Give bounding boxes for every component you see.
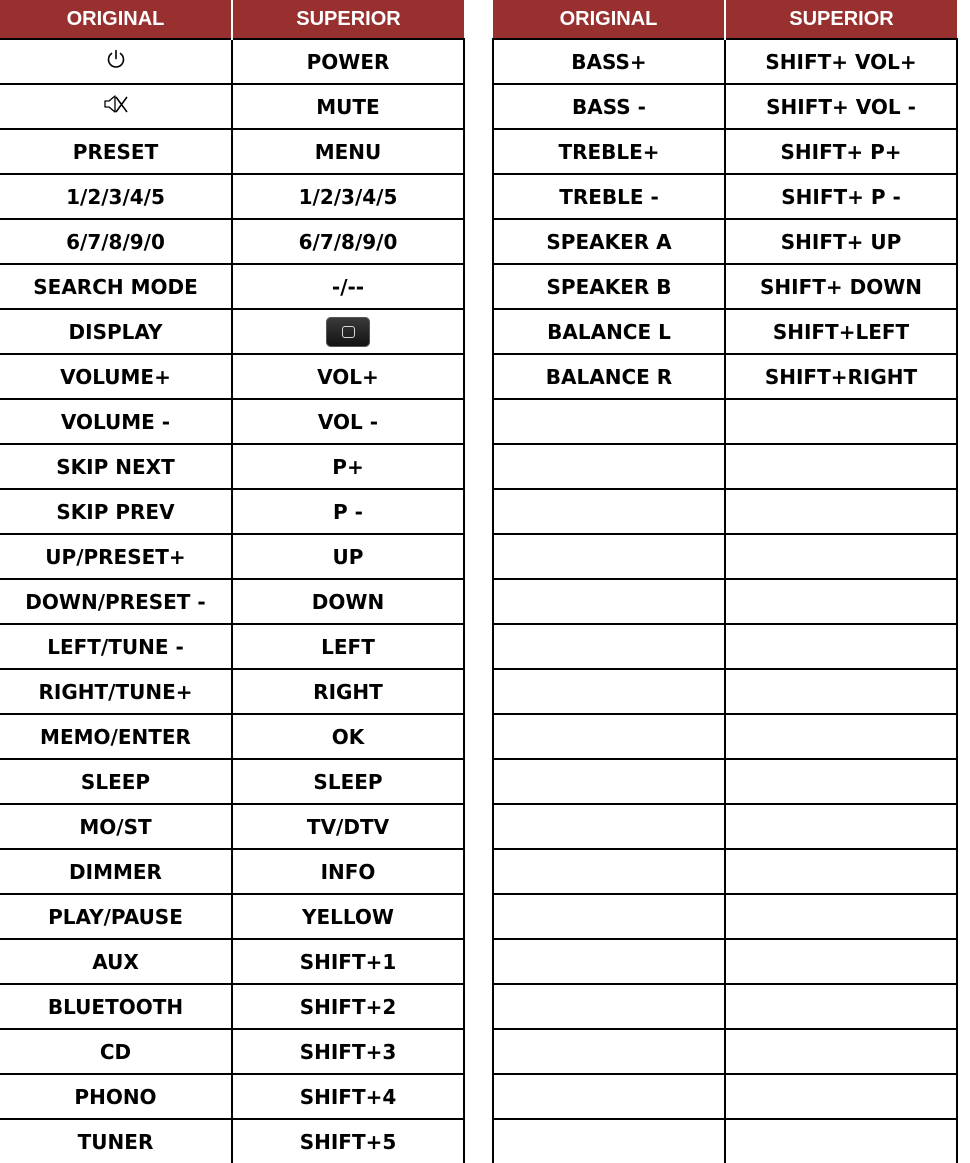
- original-cell: VOLUME+: [0, 354, 232, 399]
- superior-cell: [725, 534, 957, 579]
- table-row: [0, 669, 464, 714]
- original-cell: DISPLAY: [0, 309, 232, 354]
- original-cell: SLEEP: [0, 759, 232, 804]
- original-cell: PRESET: [0, 129, 232, 174]
- table-row: [0, 129, 464, 174]
- table-row: [493, 1119, 957, 1163]
- superior-cell: P+: [232, 444, 464, 489]
- original-cell: [493, 489, 725, 534]
- superior-cell: [725, 669, 957, 714]
- original-cell: BALANCE L: [493, 309, 725, 354]
- original-cell: SPEAKER A: [493, 219, 725, 264]
- table-row: [0, 1029, 464, 1074]
- table-row: [0, 264, 464, 309]
- original-cell: SKIP NEXT: [0, 444, 232, 489]
- table-row: [493, 174, 957, 219]
- superior-cell: [725, 984, 957, 1029]
- original-cell: BLUETOOTH: [0, 984, 232, 1029]
- original-cell: TREBLE+: [493, 129, 725, 174]
- table-row: [493, 354, 957, 399]
- mute-icon: [102, 93, 130, 115]
- table-row: [0, 534, 464, 579]
- original-cell: VOLUME -: [0, 399, 232, 444]
- table-row: [0, 849, 464, 894]
- superior-cell: VOL -: [232, 399, 464, 444]
- ok-button-icon: [326, 317, 370, 347]
- original-cell: UP/PRESET+: [0, 534, 232, 579]
- superior-cell: OK: [232, 714, 464, 759]
- table-row: [0, 624, 464, 669]
- superior-cell: [725, 849, 957, 894]
- table-row: [493, 444, 957, 489]
- superior-cell: SHIFT+5: [232, 1119, 464, 1163]
- superior-cell: 1/2/3/4/5: [232, 174, 464, 219]
- superior-cell: SHIFT+ VOL+: [725, 39, 957, 84]
- header-superior: SUPERIOR: [725, 0, 957, 39]
- table-row: [493, 849, 957, 894]
- table-row: [493, 579, 957, 624]
- superior-cell: P -: [232, 489, 464, 534]
- table-row: [493, 309, 957, 354]
- superior-cell: INFO: [232, 849, 464, 894]
- header-original: ORIGINAL: [0, 0, 232, 39]
- superior-cell: SLEEP: [232, 759, 464, 804]
- original-cell: DOWN/PRESET -: [0, 579, 232, 624]
- header-row: [0, 0, 464, 39]
- table-row: [493, 669, 957, 714]
- original-cell: PHONO: [0, 1074, 232, 1119]
- superior-cell: [725, 714, 957, 759]
- superior-cell: VOL+: [232, 354, 464, 399]
- superior-cell: DOWN: [232, 579, 464, 624]
- original-cell: DIMMER: [0, 849, 232, 894]
- table-row: [493, 264, 957, 309]
- superior-cell: [725, 579, 957, 624]
- table-row: [493, 714, 957, 759]
- superior-cell: -/--: [232, 264, 464, 309]
- original-cell: [493, 849, 725, 894]
- original-cell: BASS -: [493, 84, 725, 129]
- superior-cell: RIGHT: [232, 669, 464, 714]
- superior-cell: [725, 759, 957, 804]
- table-row: [493, 984, 957, 1029]
- superior-cell: SHIFT+ P -: [725, 174, 957, 219]
- superior-cell: [725, 624, 957, 669]
- table-row: [0, 219, 464, 264]
- superior-cell: [725, 1074, 957, 1119]
- table-row: [0, 894, 464, 939]
- table-row: [493, 84, 957, 129]
- original-cell: CD: [0, 1029, 232, 1074]
- superior-cell: [725, 444, 957, 489]
- table-row: [0, 39, 464, 84]
- table-row: [493, 489, 957, 534]
- superior-cell: SHIFT+RIGHT: [725, 354, 957, 399]
- original-cell: AUX: [0, 939, 232, 984]
- original-cell: BALANCE R: [493, 354, 725, 399]
- superior-cell: [725, 399, 957, 444]
- original-cell: [493, 894, 725, 939]
- original-cell: [493, 1119, 725, 1163]
- original-cell: SEARCH MODE: [0, 264, 232, 309]
- superior-cell: [725, 489, 957, 534]
- original-cell: 1/2/3/4/5: [0, 174, 232, 219]
- original-cell: [493, 444, 725, 489]
- superior-cell: SHIFT+ VOL -: [725, 84, 957, 129]
- original-cell: [493, 1029, 725, 1074]
- table-row: [0, 309, 464, 354]
- left-mapping-table: [0, 0, 465, 1163]
- original-cell: [493, 939, 725, 984]
- original-cell: BASS+: [493, 39, 725, 84]
- table-row: [493, 39, 957, 84]
- original-cell: SKIP PREV: [0, 489, 232, 534]
- original-cell: TUNER: [0, 1119, 232, 1163]
- original-cell: RIGHT/TUNE+: [0, 669, 232, 714]
- table-row: [0, 1074, 464, 1119]
- original-cell: [493, 759, 725, 804]
- table-row: [493, 1074, 957, 1119]
- table-row: [0, 714, 464, 759]
- header-original: ORIGINAL: [493, 0, 725, 39]
- superior-cell: TV/DTV: [232, 804, 464, 849]
- table-row: [0, 939, 464, 984]
- original-cell: LEFT/TUNE -: [0, 624, 232, 669]
- superior-cell: [232, 309, 464, 354]
- original-cell: [493, 534, 725, 579]
- superior-cell: [725, 1119, 957, 1163]
- original-cell: [493, 399, 725, 444]
- superior-cell: SHIFT+3: [232, 1029, 464, 1074]
- table-row: [0, 174, 464, 219]
- superior-cell: 6/7/8/9/0: [232, 219, 464, 264]
- right-mapping-table: [492, 0, 958, 1163]
- header-superior: SUPERIOR: [232, 0, 464, 39]
- original-cell: TREBLE -: [493, 174, 725, 219]
- original-cell: MEMO/ENTER: [0, 714, 232, 759]
- table-row: [493, 1029, 957, 1074]
- superior-cell: UP: [232, 534, 464, 579]
- original-cell: [493, 804, 725, 849]
- superior-cell: POWER: [232, 39, 464, 84]
- table-row: [0, 489, 464, 534]
- table-row: [0, 1119, 464, 1163]
- table-row: [493, 219, 957, 264]
- table-row: [0, 399, 464, 444]
- superior-cell: SHIFT+ P+: [725, 129, 957, 174]
- superior-cell: MENU: [232, 129, 464, 174]
- table-row: [493, 759, 957, 804]
- original-cell: [0, 84, 232, 129]
- table-row: [493, 624, 957, 669]
- original-cell: PLAY/PAUSE: [0, 894, 232, 939]
- superior-cell: SHIFT+1: [232, 939, 464, 984]
- table-row: [493, 804, 957, 849]
- superior-cell: SHIFT+ DOWN: [725, 264, 957, 309]
- original-cell: [493, 624, 725, 669]
- table-row: [0, 84, 464, 129]
- superior-cell: SHIFT+4: [232, 1074, 464, 1119]
- table-row: [0, 354, 464, 399]
- table-row: [493, 399, 957, 444]
- original-cell: [493, 579, 725, 624]
- superior-cell: SHIFT+LEFT: [725, 309, 957, 354]
- superior-cell: MUTE: [232, 84, 464, 129]
- original-cell: [493, 1074, 725, 1119]
- original-cell: [493, 714, 725, 759]
- table-row: [0, 759, 464, 804]
- original-cell: [0, 39, 232, 84]
- power-icon: [105, 48, 127, 70]
- original-cell: [493, 669, 725, 714]
- superior-cell: LEFT: [232, 624, 464, 669]
- table-row: [0, 444, 464, 489]
- original-cell: SPEAKER B: [493, 264, 725, 309]
- table-row: [493, 894, 957, 939]
- superior-cell: YELLOW: [232, 894, 464, 939]
- table-row: [493, 534, 957, 579]
- header-row: [493, 0, 957, 39]
- original-cell: [493, 984, 725, 1029]
- table-row: [0, 804, 464, 849]
- table-row: [493, 939, 957, 984]
- superior-cell: SHIFT+ UP: [725, 219, 957, 264]
- superior-cell: SHIFT+2: [232, 984, 464, 1029]
- superior-cell: [725, 804, 957, 849]
- original-cell: MO/ST: [0, 804, 232, 849]
- superior-cell: [725, 894, 957, 939]
- superior-cell: [725, 1029, 957, 1074]
- table-row: [493, 129, 957, 174]
- table-row: [0, 579, 464, 624]
- superior-cell: [725, 939, 957, 984]
- table-row: [0, 984, 464, 1029]
- original-cell: 6/7/8/9/0: [0, 219, 232, 264]
